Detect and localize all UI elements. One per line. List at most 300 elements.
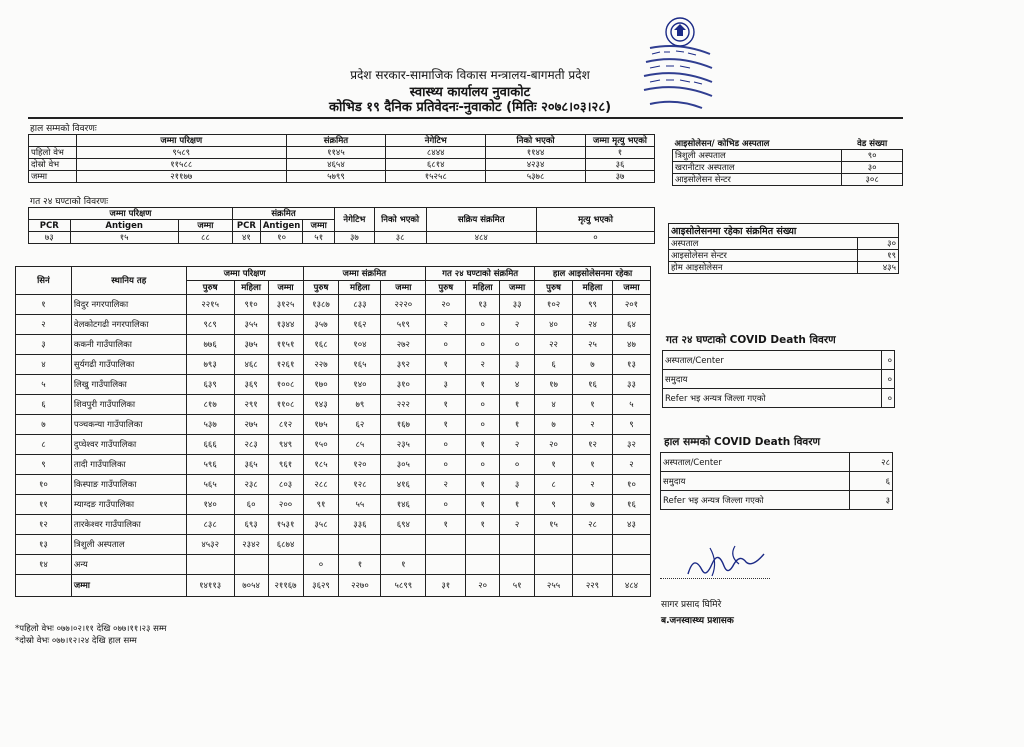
row-sn: ६: [16, 395, 72, 415]
last24-header: मृत्यु भएको: [536, 208, 654, 232]
table-cell: २: [500, 315, 535, 335]
table-cell: अस्पताल/Center: [661, 453, 850, 472]
col-local-level: स्थानिय तह: [71, 267, 186, 295]
table-cell: [381, 535, 426, 555]
row-local-level-name: किस्पाङ गाउँपालिका: [71, 475, 186, 495]
last24-header: निको भएको: [374, 208, 426, 232]
table-cell: ४१६: [381, 475, 426, 495]
table-cell: ८१२: [268, 415, 303, 435]
table-cell: ११५८८: [76, 159, 286, 171]
table-cell: ४६८: [234, 355, 268, 375]
table-row: [16, 475, 651, 495]
table-cell: ३३६: [339, 515, 381, 535]
total-cell: १४११३: [186, 575, 234, 597]
table-cell: ०: [466, 455, 500, 475]
cum-header: संक्रमित: [286, 135, 386, 147]
table-cell: २५: [573, 335, 613, 355]
table-cell: ०: [500, 455, 535, 475]
table-cell: ८५: [339, 435, 381, 455]
table-cell: १०२: [535, 295, 573, 315]
table-cell: ३७५: [234, 335, 268, 355]
cum-row-label: पहिलो वेभ: [29, 147, 77, 159]
table-row: [29, 232, 655, 244]
table-cell: [426, 535, 466, 555]
sub-header: पुरुष: [303, 281, 339, 295]
table-cell: ०: [426, 455, 466, 475]
table-cell: ०: [426, 335, 466, 355]
table-cell: ०: [882, 370, 895, 389]
header-report-title: कोभिड १९ दैनिक प्रतिवेदनः-नुवाकोट (मितिः २०७८।०३।२८): [328, 100, 612, 115]
table-cell: ३७: [335, 232, 375, 244]
table-cell: १४६: [381, 495, 426, 515]
table-cell: ८८: [178, 232, 232, 244]
table-cell: २: [500, 515, 535, 535]
table-cell: ३५५: [234, 315, 268, 335]
cum-header: निको भएको: [486, 135, 586, 147]
last24-header: जम्मा: [178, 220, 232, 232]
table-cell: [234, 555, 268, 575]
table-cell: २३४२: [234, 535, 268, 555]
table-cell: ४२३४: [486, 159, 586, 171]
row-sn: १४: [16, 555, 72, 575]
header-office: स्वास्थ्य कार्यालय नुवाकोट: [409, 85, 531, 100]
table-cell: ०: [536, 232, 654, 244]
cum-header: नेगेटिभ: [386, 135, 486, 147]
table-row: [16, 355, 651, 375]
table-row: [29, 147, 655, 159]
table-cell: २२१५: [186, 295, 234, 315]
table-cell: १२८: [339, 475, 381, 495]
table-row: [16, 295, 651, 315]
table-cell: २२७: [303, 355, 339, 375]
table-cell: १३: [612, 355, 650, 375]
row-local-level-name: ककनी गाउँपालिका: [71, 335, 186, 355]
table-cell: १: [426, 355, 466, 375]
table-cell: ३२: [612, 435, 650, 455]
table-cell: ६३९: [186, 375, 234, 395]
table-cell: २८: [573, 515, 613, 535]
table-cell: ११५१: [268, 335, 303, 355]
table-cell: ०: [882, 389, 895, 408]
total-cell: २२९: [573, 575, 613, 597]
row-sn: ११: [16, 495, 72, 515]
table-cell: ०: [303, 555, 339, 575]
table-cell: ४: [500, 375, 535, 395]
row-sn: २: [16, 315, 72, 335]
last24-header: Antigen: [70, 220, 178, 232]
table-cell: ०: [500, 335, 535, 355]
total-cell: २०: [466, 575, 500, 597]
table-cell: ९१: [303, 495, 339, 515]
table-cell: [573, 535, 613, 555]
table-cell: ३६५: [234, 455, 268, 475]
row-sn: ५: [16, 375, 72, 395]
table-cell: २०: [535, 435, 573, 455]
table-cell: १२०: [339, 455, 381, 475]
row-local-level-name: त्रिशुली अस्पताल: [71, 535, 186, 555]
table-cell: समुदाय: [661, 472, 850, 491]
table-cell: १००८: [268, 375, 303, 395]
table-row: [673, 150, 903, 162]
table-cell: १४०: [186, 495, 234, 515]
table-row: [661, 491, 893, 510]
table-cell: २०१: [612, 295, 650, 315]
signatory-title: ब.जनस्वास्थ्य प्रशासक: [661, 616, 734, 626]
row-local-level-name: म्याग्दङ गाउँपालिका: [71, 495, 186, 515]
table-cell: १२६१: [268, 355, 303, 375]
table-cell: Refer भइ अन्यत्र जिल्ला गएको: [663, 389, 882, 408]
table-cell: ४०: [535, 315, 573, 335]
table-cell: ४१: [232, 232, 260, 244]
table-cell: ६८१४: [386, 159, 486, 171]
table-row: [16, 435, 651, 455]
table-cell: ३: [850, 491, 893, 510]
group-header: हाल आइसोलेसनमा रहेका: [535, 267, 651, 281]
group-header: गत २४ घण्टाको संक्रमित: [426, 267, 535, 281]
table-cell: १: [466, 515, 500, 535]
table-cell: १०: [612, 475, 650, 495]
sub-header: जम्मा: [612, 281, 650, 295]
table-cell: २: [426, 315, 466, 335]
table-cell: २२: [535, 335, 573, 355]
table-cell: [466, 555, 500, 575]
table-cell: ३०५: [381, 455, 426, 475]
table-cell: ५७९९: [286, 171, 386, 183]
table-cell: होम आइसोलेसन: [669, 262, 858, 274]
table-cell: ८०३: [268, 475, 303, 495]
table-cell: ९९: [573, 295, 613, 315]
last24-header: जम्मा: [303, 220, 335, 232]
table-cell: २११७७: [76, 171, 286, 183]
table-cell: ६९४: [381, 515, 426, 535]
table-cell: १: [500, 415, 535, 435]
table-row: [16, 415, 651, 435]
table-row: [16, 495, 651, 515]
table-cell: ६: [535, 355, 573, 375]
table-cell: १६७: [381, 415, 426, 435]
total-cell: ५८९९: [381, 575, 426, 597]
table-row: [663, 370, 895, 389]
table-cell: ३३: [500, 295, 535, 315]
table-cell: ११४४: [486, 147, 586, 159]
last24-header: Antigen: [260, 220, 303, 232]
table-cell: ३५८: [303, 515, 339, 535]
signatory-name: सागर प्रसाद घिमिरे: [661, 600, 722, 610]
table-row: [16, 515, 651, 535]
table-cell: ६८७४: [268, 535, 303, 555]
last24-group-test: जम्मा परिक्षण: [29, 208, 233, 220]
sub-header: महिला: [466, 281, 500, 295]
table-cell: १४३: [303, 395, 339, 415]
table-cell: ४५३२: [186, 535, 234, 555]
table-cell: २९१: [234, 395, 268, 415]
sub-header: जम्मा: [381, 281, 426, 295]
table-cell: ३६: [585, 159, 654, 171]
table-cell: १५२५८: [386, 171, 486, 183]
table-cell: ३: [500, 355, 535, 375]
table-cell: २७२: [381, 335, 426, 355]
last24-group-infected: संक्रमित: [232, 208, 334, 220]
last24-table: [28, 207, 655, 244]
table-cell: ३: [426, 375, 466, 395]
row-sn: ३: [16, 335, 72, 355]
last24-header: PCR: [29, 220, 71, 232]
sub-header: पुरुष: [535, 281, 573, 295]
table-cell: १: [500, 495, 535, 515]
cum-row-label: जम्मा: [29, 171, 77, 183]
table-cell: ५५: [339, 495, 381, 515]
table-cell: ४६५४: [286, 159, 386, 171]
group-header: जम्मा परिक्षण: [186, 267, 303, 281]
table-cell: २८: [850, 453, 893, 472]
table-cell: ५६५: [186, 475, 234, 495]
table-cell: आइसोलेसन सेन्टर: [669, 250, 858, 262]
table-cell: ७९: [339, 395, 381, 415]
table-cell: आइसोलेसन सेन्टर: [673, 174, 842, 186]
table-cell: १६२: [339, 315, 381, 335]
table-row: [16, 555, 651, 575]
table-cell: १: [381, 555, 426, 575]
table-cell: १४०: [339, 375, 381, 395]
table-cell: [612, 555, 650, 575]
table-cell: ८१७: [186, 395, 234, 415]
last24-header: PCR: [232, 220, 260, 232]
table-cell: ३७: [585, 171, 654, 183]
table-cell: अस्पताल: [669, 238, 858, 250]
table-cell: २: [500, 435, 535, 455]
sub-header: महिला: [573, 281, 613, 295]
table-cell: ७: [573, 355, 613, 375]
table-cell: १: [573, 455, 613, 475]
table-cell: ९६१: [268, 455, 303, 475]
table-cell: ४३५: [858, 262, 899, 274]
row-local-level-name: वेलकोटगढी नगरपालिका: [71, 315, 186, 335]
table-cell: २: [612, 455, 650, 475]
table-cell: त्रिशुली अस्पताल: [673, 150, 842, 162]
table-cell: ६०: [234, 495, 268, 515]
table-cell: [16, 575, 72, 597]
table-cell: ८४४४: [386, 147, 486, 159]
sub-header: पुरुष: [186, 281, 234, 295]
sub-header: जम्मा: [500, 281, 535, 295]
table-cell: ५३७: [186, 415, 234, 435]
total-cell: २२७०: [339, 575, 381, 597]
cum-header: जम्मा मृत्यु भएको: [585, 135, 654, 147]
table-cell: २०: [426, 295, 466, 315]
table-cell: १८५: [303, 455, 339, 475]
table-cell: ३५७: [303, 315, 339, 335]
table-cell: ९०: [842, 150, 903, 162]
table-cell: [339, 535, 381, 555]
death-total-title: हाल सम्मको COVID Death विवरण: [664, 436, 821, 448]
col-sn: सिनं: [16, 267, 72, 295]
total-cell: ४८४: [612, 575, 650, 597]
cumulative-table: [28, 134, 655, 183]
table-cell: १६८: [303, 335, 339, 355]
table-cell: ३३: [612, 375, 650, 395]
sub-header: पुरुष: [426, 281, 466, 295]
table-cell: १: [426, 515, 466, 535]
table-cell: [535, 555, 573, 575]
table-cell: ०: [426, 435, 466, 455]
row-sn: ८: [16, 435, 72, 455]
group-header: जम्मा संक्रमित: [303, 267, 426, 281]
municipality-table: [15, 266, 651, 597]
table-cell: ५: [612, 395, 650, 415]
table-cell: ३१०: [381, 375, 426, 395]
table-cell: १५०: [303, 435, 339, 455]
table-cell: २३५: [381, 435, 426, 455]
row-local-level-name: तारकेश्वर गाउँपालिका: [71, 515, 186, 535]
table-cell: ८: [535, 475, 573, 495]
cum-header: जम्मा परिक्षण: [76, 135, 286, 147]
table-cell: समुदाय: [663, 370, 882, 389]
isolated-count-table: [668, 223, 899, 274]
table-cell: १७: [535, 375, 573, 395]
row-sn: १२: [16, 515, 72, 535]
table-cell: ११०८: [268, 395, 303, 415]
table-cell: १५३१: [268, 515, 303, 535]
table-cell: १: [573, 395, 613, 415]
table-row: [16, 315, 651, 335]
signature-mark: [680, 538, 770, 588]
table-cell: ८३८: [186, 515, 234, 535]
table-cell: ०: [466, 315, 500, 335]
table-cell: २: [573, 475, 613, 495]
table-cell: १०: [260, 232, 303, 244]
table-cell: ०: [882, 351, 895, 370]
table-cell: ०: [426, 495, 466, 515]
table-cell: ४८४: [426, 232, 536, 244]
table-cell: २२२०: [381, 295, 426, 315]
table-cell: ३१२५: [268, 295, 303, 315]
row-local-level-name: लिखु गाउँपालिका: [71, 375, 186, 395]
last24-header: नेगेटिभ: [335, 208, 375, 232]
table-cell: १५: [70, 232, 178, 244]
total-label: जम्मा: [71, 575, 186, 597]
table-cell: ३९२: [381, 355, 426, 375]
table-cell: १६५: [339, 355, 381, 375]
table-cell: ७७६: [186, 335, 234, 355]
table-cell: [426, 555, 466, 575]
table-cell: ९: [612, 415, 650, 435]
table-row: [669, 262, 899, 274]
table-cell: १: [535, 455, 573, 475]
table-cell: [186, 555, 234, 575]
table-cell: ५१९: [381, 315, 426, 335]
table-cell: १: [426, 395, 466, 415]
table-cell: ३०: [858, 238, 899, 250]
table-cell: ८३३: [339, 295, 381, 315]
table-cell: ४३: [612, 515, 650, 535]
table-cell: १२: [573, 435, 613, 455]
table-cell: खरानीटार अस्पताल: [673, 162, 842, 174]
table-cell: १७५: [303, 415, 339, 435]
table-cell: १३: [466, 295, 500, 315]
table-cell: ३: [500, 475, 535, 495]
table-cell: ४: [535, 395, 573, 415]
table-cell: [612, 535, 650, 555]
table-cell: १६: [612, 495, 650, 515]
table-cell: ४७: [612, 335, 650, 355]
death24-table: [662, 350, 895, 408]
table-cell: [303, 535, 339, 555]
table-cell: ९४९: [268, 435, 303, 455]
row-local-level-name: अन्य: [71, 555, 186, 575]
table-cell: १५: [535, 515, 573, 535]
table-row: [663, 389, 895, 408]
total-cell: ३१: [426, 575, 466, 597]
table-cell: ९५८९: [76, 147, 286, 159]
table-cell: ६४: [612, 315, 650, 335]
table-cell: अस्पताल/Center: [663, 351, 882, 370]
table-cell: १६: [573, 375, 613, 395]
signature-line: [660, 578, 770, 579]
footnote-first-wave: *पहिलो वेभः ०७७।०२।११ देखि ०७७।११।२३ सम्म: [15, 624, 167, 634]
table-cell: १७०: [303, 375, 339, 395]
table-cell: २८३: [234, 435, 268, 455]
table-cell: ३०८: [842, 174, 903, 186]
table-cell: १: [585, 147, 654, 159]
table-cell: [466, 535, 500, 555]
footnote-second-wave: *दोस्रो वेभः ०७७।१२।२४ देखि हाल सम्म: [15, 636, 137, 646]
table-cell: ३६९: [234, 375, 268, 395]
table-cell: २: [466, 355, 500, 375]
table-cell: १०४: [339, 335, 381, 355]
row-local-level-name: तादी गाउँपालिका: [71, 455, 186, 475]
cum-header: [29, 135, 77, 147]
table-cell: ५३७८: [486, 171, 586, 183]
cum-row-label: दोस्रो वेभ: [29, 159, 77, 171]
table-cell: ५१: [303, 232, 335, 244]
row-sn: १०: [16, 475, 72, 495]
table-cell: १: [426, 415, 466, 435]
table-cell: ६: [850, 472, 893, 491]
sub-header: जम्मा: [268, 281, 303, 295]
table-row: [16, 395, 651, 415]
isolation-hospital-table: [672, 138, 903, 186]
row-local-level-name: दुप्चेश्वर गाउँपालिका: [71, 435, 186, 455]
table-cell: १: [466, 495, 500, 515]
table-row: [29, 171, 655, 183]
table-row: [661, 453, 893, 472]
table-cell: १९: [858, 250, 899, 262]
row-sn: ७: [16, 415, 72, 435]
table-cell: २००: [268, 495, 303, 515]
table-cell: २४: [573, 315, 613, 335]
table-cell: ९: [535, 495, 573, 515]
row-sn: १३: [16, 535, 72, 555]
table-cell: ६९३: [234, 515, 268, 535]
table-cell: ७९३: [186, 355, 234, 375]
table-cell: ११४५: [286, 147, 386, 159]
table-cell: १: [466, 435, 500, 455]
table-cell: २३८: [234, 475, 268, 495]
table-row: [669, 238, 899, 250]
table-cell: Refer भइ अन्यत्र जिल्ला गएको: [661, 491, 850, 510]
header-rule: [28, 117, 903, 119]
table-cell: ०: [466, 395, 500, 415]
table-cell: [535, 535, 573, 555]
table-cell: १: [466, 375, 500, 395]
table-cell: ३८: [374, 232, 426, 244]
table-row: [661, 472, 893, 491]
table-cell: २८८: [303, 475, 339, 495]
isolation-header: आइसोलेसन/ कोभिड अस्पताल: [673, 138, 842, 150]
table-cell: [573, 555, 613, 575]
table-cell: १३४४: [268, 315, 303, 335]
table-cell: ६२: [339, 415, 381, 435]
